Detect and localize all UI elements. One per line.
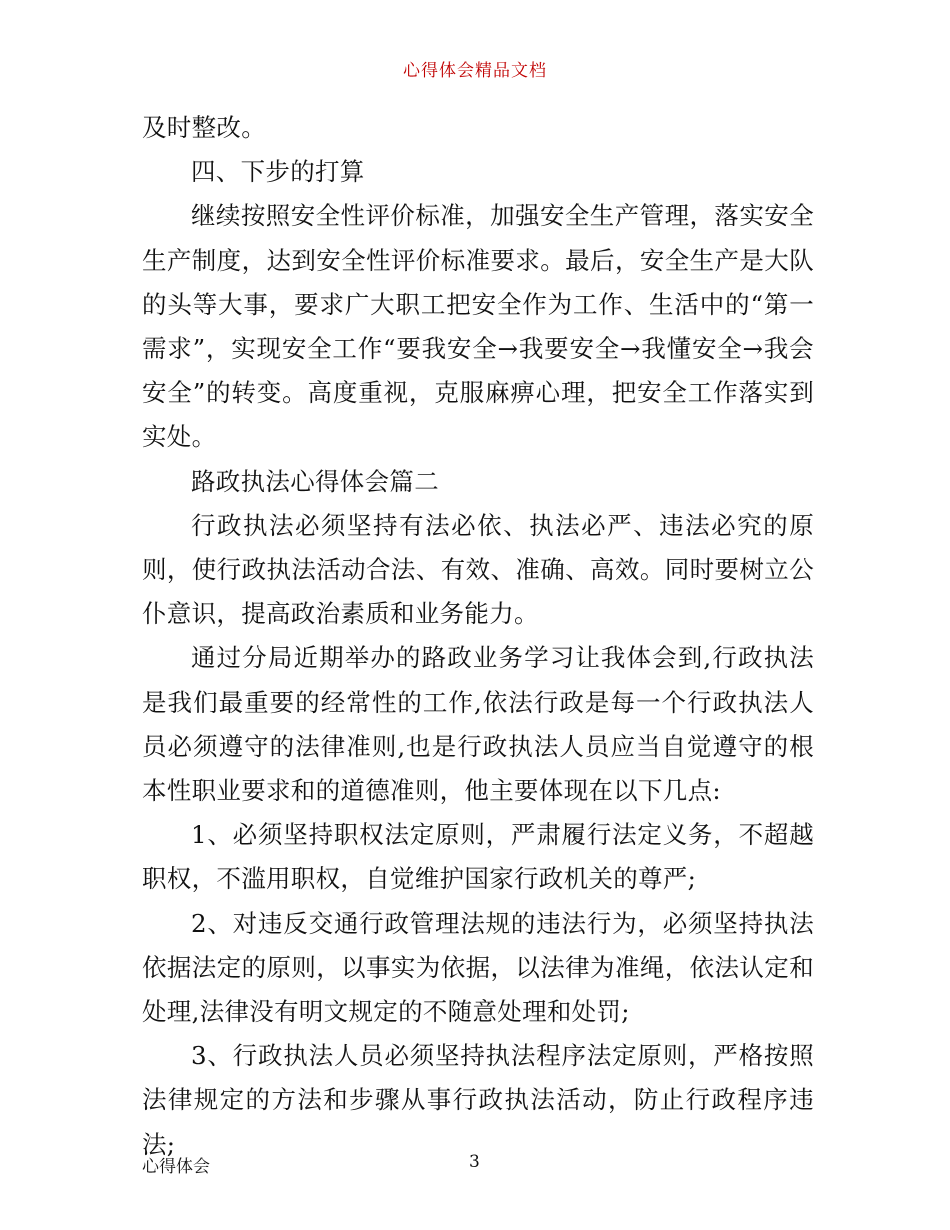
section-heading: 四、下步的打算 xyxy=(191,157,365,187)
list-item: 2、对违反交通行政管理法规的违法行为，必须坚持执法依据法定的原则，以事实为依据，以法律为准绳，依法认定和处理,法律没有明文规定的不随意处理和处罚; xyxy=(142,908,814,1027)
paragraph-continuation: 及时整改。 xyxy=(142,113,266,142)
section-heading: 路政执法心得体会篇二 xyxy=(191,466,439,496)
paragraph: 通过分局近期举办的路政业务学习让我体会到,行政执法是我们最重要的经常性的工作,依法行政是每一个行政执法人员必须遵守的法律准则,也是行政执法人员应当自觉遵守的根本性职业要求和的道德准则，他主要体现在以下几点: xyxy=(142,643,814,806)
document-body xyxy=(142,106,814,1167)
paragraph: 行政执法必须坚持有法必依、执法必严、违法必究的原则，使行政执法活动合法、有效、准确、高效。同时要树立公仆意识，提高政治素质和业务能力。 xyxy=(142,510,814,629)
page-number: 3 xyxy=(469,1152,480,1172)
paragraph: 继续按照安全性评价标准，加强安全生产管理，落实安全生产制度，达到安全性评价标准要求。最后，安全生产是大队的头等大事，要求广大职工把安全作为工作、生活中的“第一需求”，实现安全工作“要我安全→我要安全→我懂安全→我会安全”的转变。高度重视，克服麻痹心理，把安全工作落实到实处。 xyxy=(142,201,814,452)
list-item: 1、必须坚持职权法定原则，严肃履行法定义务，不超越职权，不滥用职权，自觉维护国家行政机关的尊严; xyxy=(142,820,814,894)
list-item: 3、行政执法人员必须坚持执法程序法定原则，严格按照法律规定的方法和步骤从事行政执法活动，防止行政程序违法; xyxy=(142,1041,814,1159)
page-footer-label: 心得体会 xyxy=(142,1157,210,1177)
page-header-title: 心得体会精品文档 xyxy=(403,61,547,81)
